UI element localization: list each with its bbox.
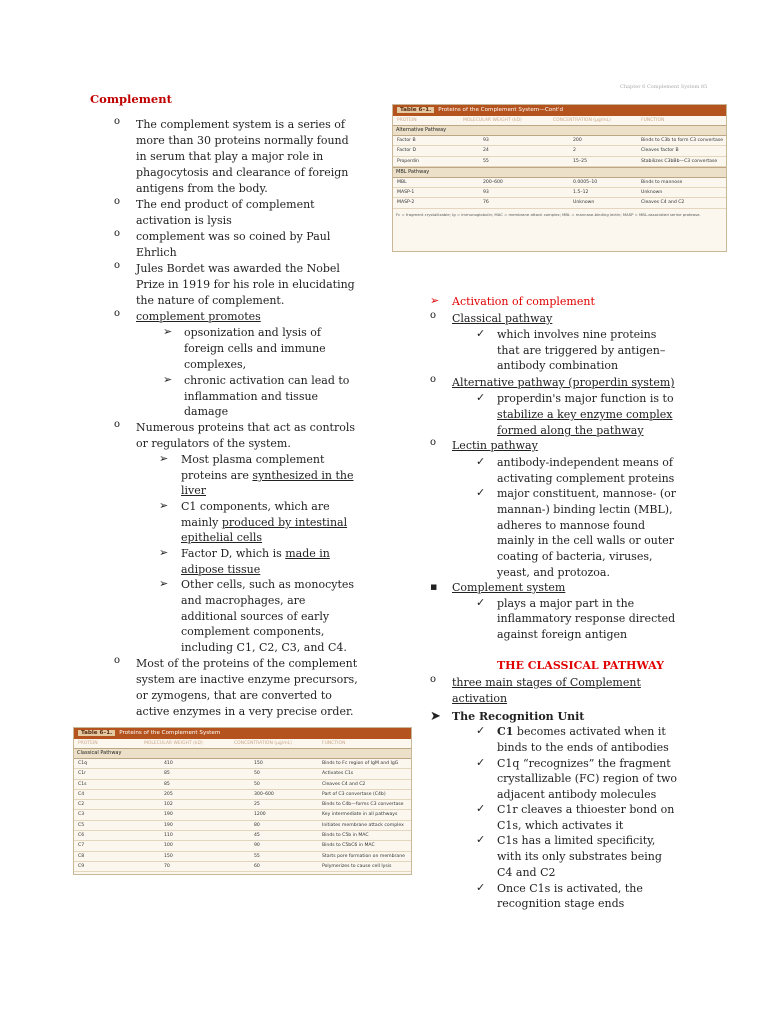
text-segment: Numerous proteins that act as controls	[136, 421, 356, 434]
text-segment: phagocytosis and clearance of foreign	[136, 166, 349, 179]
table-cell: 50	[254, 781, 260, 787]
table-cell: 205	[164, 791, 173, 797]
table-cell: Factor B	[397, 138, 416, 143]
text-line	[497, 471, 674, 487]
text-segment: becomes activated when it	[513, 725, 666, 738]
table-cell: Key intermediate in all pathways	[322, 812, 398, 818]
text-segment: inflammatory response directed	[497, 612, 676, 625]
table-cell: MBL	[397, 179, 407, 185]
table-cell: Cleaves C4 and C2	[322, 781, 366, 787]
text-line	[184, 404, 228, 420]
table-row	[393, 146, 726, 156]
text-line	[184, 373, 349, 389]
table-cell: 102	[164, 802, 173, 808]
text-line	[136, 261, 340, 277]
table-row	[393, 198, 726, 208]
table-cell: Activates C1s	[322, 771, 354, 777]
text-line	[497, 518, 645, 534]
table-row	[393, 136, 726, 146]
table-column-headers: PROTEIN MOLECULAR WEIGHT (kD) CONCENTRATION (μg/mL) FUNCTION	[397, 118, 665, 123]
table-cell: 200–600	[483, 179, 503, 185]
circle-bullet: o	[430, 437, 437, 448]
text-segment: more than 30 proteins normally found	[136, 134, 349, 147]
text-segment: The end product of complement	[136, 198, 315, 211]
text-segment: major constituent, mannose- (or	[497, 487, 677, 500]
table-cell: 60	[254, 863, 260, 869]
table-cell: Binds to C5bC6 in MAC	[322, 843, 375, 849]
table-cell: 90	[254, 843, 260, 849]
checkmark-icon: ✓	[476, 881, 486, 894]
text-line	[136, 672, 358, 688]
text-segment: crystallizable (FC) region of two	[497, 772, 678, 785]
text-line	[136, 688, 332, 704]
text-segment: Classical pathway	[452, 312, 553, 325]
text-segment: mainly	[181, 516, 222, 529]
text-line	[184, 389, 318, 405]
table-cell: Binds to mannose	[641, 179, 683, 185]
text-line	[181, 640, 347, 656]
text-segment: stabilize a key enzyme complex	[497, 408, 673, 421]
text-segment: or regulators of the system.	[136, 437, 291, 450]
table-cell: Unknown	[641, 190, 663, 196]
table-cell: Binds to C5b in MAC	[322, 833, 369, 839]
text-segment: activating complement proteins	[497, 472, 675, 485]
text-line	[181, 452, 324, 468]
checkmark-icon: ✓	[476, 455, 486, 468]
table-section-header: MBL Pathway	[393, 167, 726, 178]
text-line	[497, 881, 643, 897]
text-segment: properdin's major function is to	[497, 392, 674, 405]
text-segment: produced by intestinal	[221, 516, 348, 529]
checkmark-icon: ✓	[476, 391, 486, 404]
table-cell: Polymerizes to cause cell lysis	[322, 863, 392, 869]
table-row	[74, 769, 411, 779]
table-cell: Binds to C4b—forms C3 convertase	[322, 802, 404, 808]
table-cell: Binds to C3b to form C3 convertase	[641, 138, 724, 143]
text-line	[136, 181, 268, 197]
text-segment: that are triggered by antigen–	[497, 344, 666, 357]
table-cell: 55	[483, 158, 489, 164]
text-line	[497, 756, 671, 772]
table-cell: 100	[164, 843, 173, 849]
table-caption: Table 6–1. Proteins of the Complement System	[74, 728, 411, 739]
text-segment: C1r cleaves a thioester bond on	[497, 803, 675, 816]
table-cell: Properdin	[397, 158, 419, 164]
table-cell: C7	[78, 843, 85, 849]
text-line	[497, 596, 634, 612]
text-segment: complement promotes	[136, 310, 261, 323]
text-line	[452, 294, 595, 310]
text-segment: Jules Bordet was awarded the Nobel	[136, 262, 340, 275]
text-segment: proteins are	[181, 469, 253, 482]
text-segment: C1s, which activates it	[497, 819, 624, 832]
table-cell: 2	[573, 148, 576, 154]
table-cell: 85	[164, 781, 170, 787]
table-cell: 93	[483, 190, 489, 196]
text-line	[181, 609, 329, 625]
checkmark-icon: ✓	[476, 327, 486, 340]
text-segment: including C1, C2, C3, and C4.	[181, 641, 347, 654]
table-cell: 300–600	[254, 791, 274, 797]
text-line	[136, 133, 349, 149]
table-cell: Binds to Fc region of IgM and IgG	[322, 761, 399, 766]
text-segment: C4 and C2	[497, 866, 556, 879]
table-proteins-classical	[73, 727, 412, 875]
text-line	[497, 343, 665, 359]
table-cell: 110	[164, 833, 173, 839]
table-cell: 70	[164, 863, 170, 869]
page-header-fragment: Chapter 6 Complement System 85	[620, 84, 708, 90]
text-line	[184, 357, 246, 373]
text-segment: in serum that play a major role in	[136, 150, 324, 163]
text-segment: complexes,	[184, 358, 247, 371]
text-line	[181, 562, 260, 578]
arrow-bullet-icon: ➤	[430, 709, 441, 724]
circle-bullet: o	[114, 196, 121, 207]
text-segment: against foreign antigen	[497, 628, 628, 641]
text-line	[136, 704, 354, 720]
table-cell: C1r	[78, 771, 87, 777]
text-line	[181, 593, 305, 609]
table-cell: Starts pore formation on membrane	[322, 853, 405, 859]
text-line	[136, 277, 355, 293]
text-line	[184, 325, 321, 341]
table-cell: MASP-2	[397, 200, 415, 206]
text-line	[497, 486, 676, 502]
table-cell: Unknown	[573, 200, 595, 206]
arrow-bullet-icon: ➢	[163, 325, 173, 338]
text-segment: The complement system is a series of	[136, 118, 346, 131]
text-segment: system are inactive enzyme precursors,	[136, 673, 358, 686]
text-segment: and macrophages, are	[181, 594, 306, 607]
circle-bullet: o	[430, 374, 437, 385]
text-line	[497, 455, 673, 471]
table-cell: 190	[164, 822, 173, 828]
text-line	[181, 468, 354, 484]
text-line	[181, 624, 324, 640]
text-segment: Factor D, which is	[181, 547, 286, 560]
text-segment: antibody-independent means of	[497, 456, 673, 469]
text-line	[136, 420, 355, 436]
table-proteins-cont	[392, 104, 727, 252]
table-row	[393, 178, 726, 188]
text-segment: Complement system	[452, 581, 566, 594]
text-segment: adipose tissue	[181, 563, 261, 576]
table-cell: 25	[254, 802, 260, 808]
text-segment: antibody combination	[497, 359, 619, 372]
table-row	[74, 800, 411, 810]
text-segment: Ehrlich	[136, 246, 177, 259]
text-line	[497, 565, 610, 581]
text-segment: coating of bacteria, viruses,	[497, 550, 653, 563]
text-segment: The Recognition Unit	[452, 710, 585, 723]
text-line	[497, 611, 675, 627]
text-line	[181, 577, 354, 593]
table-row	[74, 852, 411, 862]
text-line	[497, 358, 618, 374]
table-row	[393, 157, 726, 167]
table-cell: C8	[78, 853, 85, 859]
text-line	[497, 549, 652, 565]
table-cell: 150	[254, 761, 263, 766]
text-line	[181, 546, 330, 562]
text-segment: additional sources of early	[181, 610, 330, 623]
text-line	[497, 771, 677, 787]
table-cell: 24	[483, 148, 489, 154]
text-segment: Most plasma complement	[181, 453, 325, 466]
text-line	[497, 327, 656, 343]
text-segment: Lectin pathway	[452, 439, 538, 452]
text-segment: made in	[285, 547, 330, 560]
text-line	[497, 787, 656, 803]
table-row	[74, 790, 411, 800]
table-row	[74, 831, 411, 841]
circle-bullet: o	[114, 419, 121, 430]
table-cell: C9	[78, 863, 85, 869]
text-segment: damage	[184, 405, 229, 418]
text-line	[497, 627, 627, 643]
text-line	[184, 341, 326, 357]
text-segment: inflammation and tissue	[184, 390, 319, 403]
table-section-header: Alternative Pathway	[393, 125, 726, 136]
table-row	[74, 862, 411, 872]
table-cell: 15–25	[573, 158, 587, 164]
text-segment: three main stages of Complement	[452, 676, 641, 689]
table-caption: Table 6–1. Proteins of the Complement System—Cont'd	[393, 105, 726, 116]
text-segment: antigens from the body.	[136, 182, 268, 195]
table-cell: 200	[573, 138, 582, 143]
text-segment: with its only substrates being	[497, 850, 662, 863]
table-cell: 150	[164, 853, 173, 859]
text-segment: binds to the ends of antibodies	[497, 741, 669, 754]
arrow-bullet-icon: ➢	[159, 499, 169, 512]
text-line	[136, 245, 177, 261]
text-line	[136, 149, 323, 165]
text-line	[497, 423, 644, 439]
text-line	[136, 229, 330, 245]
text-segment: C1s has a limited specificity,	[497, 834, 656, 847]
text-line	[452, 311, 552, 327]
table-section-header: Classical Pathway	[74, 748, 411, 759]
text-line	[497, 833, 655, 849]
table-cell: C6	[78, 833, 85, 839]
table-row	[74, 821, 411, 831]
table-cell: MASP-1	[397, 190, 415, 196]
table-cell: Initiates membrane attack complex	[322, 822, 404, 828]
text-segment: foreign cells and immune	[184, 342, 326, 355]
text-segment: chronic activation can lead to	[184, 374, 350, 387]
text-line	[452, 691, 507, 707]
circle-bullet: o	[114, 228, 121, 239]
text-segment: C1	[497, 725, 514, 738]
text-segment: the nature of complement.	[136, 294, 285, 307]
checkmark-icon: ✓	[476, 802, 486, 815]
table-cell: C1q	[78, 761, 88, 766]
table-cell: C1s	[78, 781, 87, 787]
table-cell: 76	[483, 200, 489, 206]
text-segment: Activation of complement	[452, 295, 595, 308]
circle-bullet: o	[430, 310, 437, 321]
text-line	[136, 197, 315, 213]
text-line	[136, 436, 291, 452]
circle-bullet: o	[114, 260, 121, 271]
text-line	[452, 709, 584, 725]
text-segment: synthesized in the	[252, 469, 354, 482]
text-segment: complement was so coined by Paul	[136, 230, 331, 243]
checkmark-icon: ✓	[476, 756, 486, 769]
text-segment: yeast, and protozoa.	[497, 566, 610, 579]
text-line	[497, 818, 623, 834]
table-column-headers: PROTEIN MOLECULAR WEIGHT (kD) CONCENTRATION (μg/mL) FUNCTION	[78, 741, 346, 746]
table-row	[393, 188, 726, 198]
table-cell: 55	[254, 853, 260, 859]
text-line	[452, 438, 538, 454]
table-cell: Cleaves C4 and C2	[641, 200, 685, 206]
arrow-bullet-icon: ➢	[159, 546, 169, 559]
table-cell: Part of C3 convertase (C4b)	[322, 791, 386, 797]
table-cell: 85	[164, 771, 170, 777]
table-cell: 93	[483, 138, 489, 143]
text-line	[497, 502, 673, 518]
text-segment: epithelial cells	[181, 531, 263, 544]
table-cell: C5	[78, 822, 85, 828]
checkmark-icon: ✓	[476, 596, 486, 609]
text-line	[497, 407, 673, 423]
text-segment: adheres to mannose found	[497, 519, 645, 532]
text-segment: plays a major part in the	[497, 597, 635, 610]
text-line	[181, 515, 347, 531]
text-line	[181, 499, 330, 515]
text-segment: adjacent antibody molecules	[497, 788, 657, 801]
table-cell: C4	[78, 791, 85, 797]
text-segment: Alternative pathway (properdin system)	[452, 376, 675, 389]
text-segment: active enzymes in a very precise order.	[136, 705, 354, 718]
text-line	[497, 849, 662, 865]
text-segment: activation is lysis	[136, 214, 232, 227]
text-segment: complement components,	[181, 625, 325, 638]
text-segment: activation	[452, 692, 508, 705]
text-line	[136, 656, 357, 672]
square-bullet: ▪	[430, 580, 438, 593]
arrow-bullet-icon: ➢	[163, 373, 173, 386]
text-line	[136, 309, 261, 325]
circle-bullet: o	[114, 116, 121, 127]
checkmark-icon: ✓	[476, 724, 486, 737]
arrow-bullet-icon: ➢	[159, 452, 169, 465]
text-line	[452, 675, 641, 691]
text-segment: recognition stage ends	[497, 897, 625, 910]
text-segment: Once C1s is activated, the	[497, 882, 643, 895]
text-segment: or zymogens, that are converted to	[136, 689, 332, 702]
circle-bullet: o	[430, 674, 437, 685]
text-line	[136, 213, 232, 229]
table-cell: Stabilizes C3bBb—C3 convertase	[641, 158, 718, 164]
table-row	[74, 759, 411, 769]
table-cell: 45	[254, 833, 260, 839]
text-line	[136, 117, 345, 133]
text-segment: C1 components, which are	[181, 500, 330, 513]
text-line	[497, 533, 674, 549]
table-cell: 190	[164, 812, 173, 818]
text-line	[497, 865, 556, 881]
text-segment: which involves nine proteins	[497, 328, 657, 341]
text-segment: formed along the pathway	[497, 424, 644, 437]
text-segment: mainly in the cell walls or outer	[497, 534, 675, 547]
table-footnote: Fc = fragment crystallizable; Ig = immunoglobulin; MAC = membrane attack complex; MBL = mannose-binding lectin; MASP = MBL-associated serine protease.	[396, 211, 701, 217]
text-segment: Other cells, such as monocytes	[181, 578, 355, 591]
table-cell: 410	[164, 761, 173, 766]
table-cell: C2	[78, 802, 85, 808]
text-segment: opsonization and lysis of	[184, 326, 321, 339]
circle-bullet: o	[114, 308, 121, 319]
text-line	[136, 165, 348, 181]
text-line	[452, 375, 675, 391]
text-line	[181, 483, 206, 499]
text-line	[497, 658, 664, 674]
table-cell: 80	[254, 822, 260, 828]
table-cell: Cleaves factor B	[641, 148, 679, 154]
table-row	[74, 841, 411, 851]
arrow-bullet-icon: ➢	[430, 294, 440, 307]
table-row	[74, 780, 411, 790]
checkmark-icon: ✓	[476, 833, 486, 846]
section-title-complement: Complement	[90, 92, 172, 106]
text-line	[497, 724, 666, 740]
text-line	[497, 391, 674, 407]
text-segment: C1q “recognizes” the fragment	[497, 757, 671, 770]
text-line	[452, 580, 565, 596]
table-cell: 1.5–12	[573, 190, 589, 196]
text-line	[497, 896, 624, 912]
circle-bullet: o	[114, 655, 121, 666]
table-cell: 50	[254, 771, 260, 777]
checkmark-icon: ✓	[476, 486, 486, 499]
text-line	[497, 802, 674, 818]
table-cell: C3	[78, 812, 85, 818]
text-segment: Most of the proteins of the complement	[136, 657, 358, 670]
text-line	[497, 740, 669, 756]
text-segment: liver	[181, 484, 207, 497]
table-cell: 0.0005–10	[573, 179, 598, 185]
arrow-bullet-icon: ➢	[159, 577, 169, 590]
text-segment: mannan-) binding lectin (MBL),	[497, 503, 673, 516]
text-segment: THE CLASSICAL PATHWAY	[497, 659, 664, 672]
text-line	[181, 530, 262, 546]
table-row	[74, 810, 411, 820]
table-cell: Factor D	[397, 148, 417, 154]
text-segment: Prize in 1919 for his role in elucidating	[136, 278, 355, 291]
table-cell: 1200	[254, 812, 266, 818]
text-line	[136, 293, 284, 309]
